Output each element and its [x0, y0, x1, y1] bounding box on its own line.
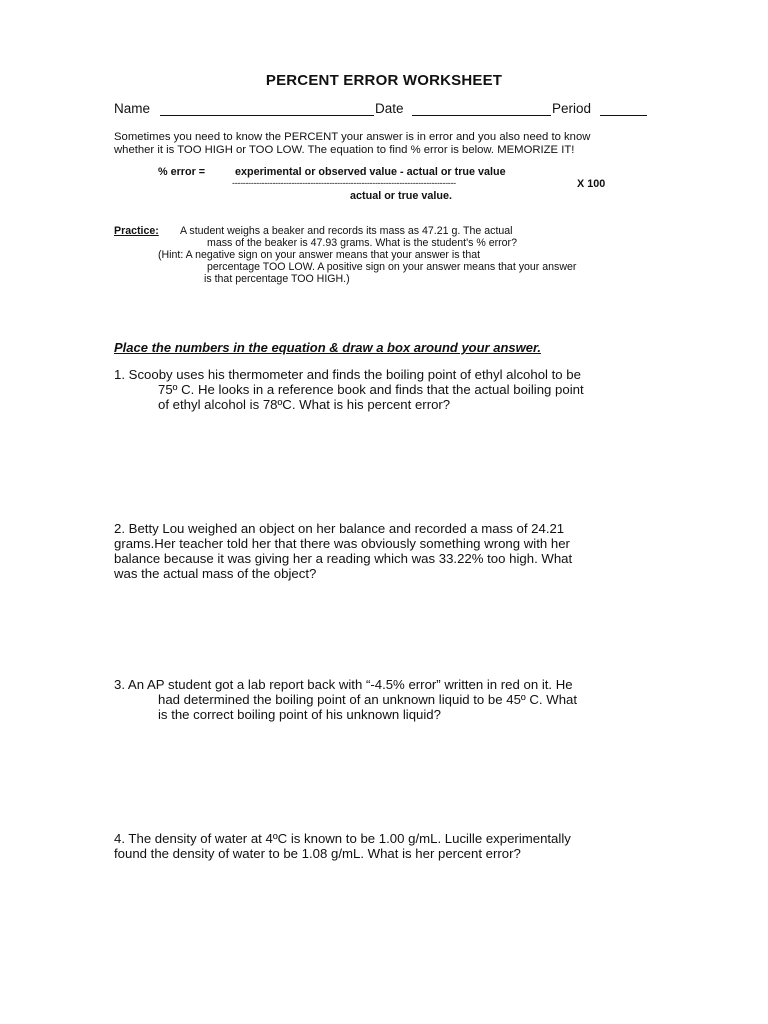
question-1-line-3: of ethyl alcohol is 78ºC. What is his percent error? — [158, 397, 451, 412]
question-4-line-1: 4. The density of water at 4ºC is known to be 1.00 g/mL. Lucille experimentally — [114, 831, 571, 846]
question-1-line-1: 1. Scooby uses his thermometer and finds the boiling point of ethyl alcohol to be — [114, 367, 581, 382]
intro-line-1: Sometimes you need to know the PERCENT your answer is in error and you also need to know — [114, 131, 591, 143]
practice-hint-3: is that percentage TOO HIGH.) — [204, 273, 350, 285]
question-3-line-2: had determined the boiling point of an unknown liquid to be 45º C. What — [158, 692, 578, 707]
date-label: Date — [375, 101, 404, 116]
practice-hint-2: percentage TOO LOW. A positive sign on your answer means that your answer — [207, 261, 577, 273]
practice-hint-1: (Hint: A negative sign on your answer means that your answer is that — [158, 249, 481, 261]
name-label: Name — [114, 101, 151, 116]
name-blank[interactable] — [160, 103, 374, 116]
question-4-line-2: found the density of water to be 1.08 g/mL. What is her percent error? — [114, 846, 521, 861]
question-2-line-4: was the actual mass of the object? — [114, 566, 317, 581]
question-1-line-2: 75º C. He looks in a reference book and finds that the actual boiling point — [158, 382, 584, 397]
instruction: Place the numbers in the equation & draw a box around your answer. — [114, 340, 541, 355]
practice-line-1: A student weighs a beaker and records its mass as 47.21 g. The actual — [180, 225, 513, 237]
question-2-line-3: balance because it was giving her a reading which was 33.22% too high. What — [114, 551, 573, 566]
practice-line-2: mass of the beaker is 47.93 grams. What is the student's % error? — [207, 237, 517, 249]
intro-line-2: whether it is TOO HIGH or TOO LOW. The equation to find % error is below. MEMORIZE IT! — [114, 144, 575, 156]
period-label: Period — [552, 101, 592, 116]
equation-fraction-bar: ----------------------------------------------------------------------------------- — [232, 178, 456, 188]
equation-multiplier: X 100 — [577, 178, 606, 190]
worksheet-title: PERCENT ERROR WORKSHEET — [265, 72, 503, 89]
equation-lhs: % error = — [158, 166, 206, 178]
question-2-line-2: grams.Her teacher told her that there was obviously something wrong with her — [114, 536, 570, 551]
practice-label: Practice: — [114, 225, 159, 237]
period-blank[interactable] — [600, 103, 647, 116]
question-3-line-1: 3. An AP student got a lab report back with “-4.5% error” written in red on it. He — [114, 677, 573, 692]
equation-numerator: experimental or observed value - actual or true value — [235, 166, 506, 178]
equation-denominator: actual or true value. — [350, 190, 453, 202]
date-blank[interactable] — [412, 103, 551, 116]
question-3-line-3: is the correct boiling point of his unknown liquid? — [158, 707, 441, 722]
question-2-line-1: 2. Betty Lou weighed an object on her balance and recorded a mass of 24.21 — [114, 521, 565, 536]
